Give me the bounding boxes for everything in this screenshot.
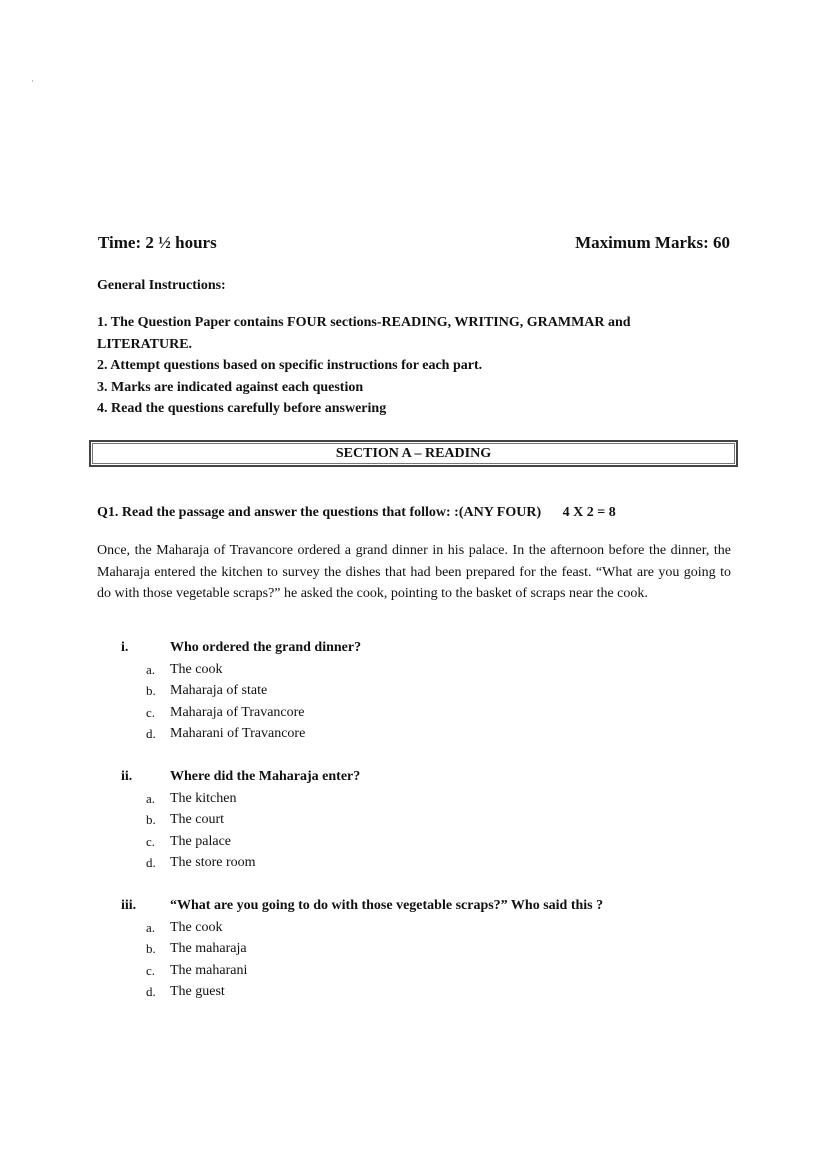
question-1-instruction: Q1. Read the passage and answer the questions that follow: :(ANY FOUR) xyxy=(97,505,542,520)
question-heading xyxy=(121,895,741,917)
maximum-marks: Maximum Marks: 60 xyxy=(575,233,730,252)
option-letter: d. xyxy=(146,726,156,741)
answer-option xyxy=(121,659,741,681)
question-text: “What are you going to do with those vegetable scraps?” Who said this ? xyxy=(170,898,604,913)
answer-option xyxy=(121,852,741,874)
reading-passage: Once, the Maharaja of Travancore ordered a grand dinner in his palace. In the afternoon before the dinner, the Maharaja entered the kitchen to survey the dishes that had been prepared for the feast. “What are you going to do with those vegetable scraps?” he asked the cook, pointing to the basket of scraps near the cook. xyxy=(97,543,731,602)
question-number: ii. xyxy=(121,769,133,784)
option-text: The cook xyxy=(170,661,223,677)
general-instructions-list xyxy=(97,312,729,420)
option-letter: d. xyxy=(146,855,156,870)
option-text: The maharani xyxy=(170,962,248,978)
instruction-item: 3. Marks are indicated against each question xyxy=(97,379,364,395)
option-letter: a. xyxy=(146,661,156,677)
option-text: The maharaja xyxy=(170,941,247,956)
option-text: Maharaja of Travancore xyxy=(170,704,305,720)
answer-option xyxy=(121,917,741,939)
instruction-item: 1. The Question Paper contains FOUR sections-READING, WRITING, GRAMMAR and LITERATURE. xyxy=(97,315,631,352)
answer-option xyxy=(121,809,741,831)
question-1-heading xyxy=(97,505,616,521)
general-instructions-title: General Instructions: xyxy=(97,278,226,293)
question-number: i. xyxy=(121,640,129,655)
option-letter: c. xyxy=(146,833,156,849)
question-1-marks: 4 X 2 = 8 xyxy=(562,505,616,520)
instruction-item: 4. Read the questions carefully before answering xyxy=(97,401,387,416)
answer-option xyxy=(121,723,741,745)
instruction-item: 2. Attempt questions based on specific instructions for each part. xyxy=(97,358,483,373)
option-letter: d. xyxy=(146,984,156,999)
answer-option xyxy=(121,981,741,1003)
question-number: iii. xyxy=(121,898,137,913)
option-letter: a. xyxy=(146,790,156,806)
question-item xyxy=(121,766,741,874)
answer-option xyxy=(121,680,741,702)
option-text: The kitchen xyxy=(170,790,237,806)
option-letter: c. xyxy=(146,962,156,978)
option-text: The store room xyxy=(170,855,256,870)
option-text: The guest xyxy=(170,984,225,999)
option-letter: b. xyxy=(146,941,156,956)
exam-header xyxy=(98,233,730,257)
answer-option xyxy=(121,702,741,724)
question-text: Where did the Maharaja enter? xyxy=(170,769,361,784)
section-a-heading: SECTION A – READING xyxy=(89,440,738,467)
stray-mark: · xyxy=(31,76,34,86)
answer-option xyxy=(121,938,741,960)
question-heading xyxy=(121,766,741,788)
option-letter: b. xyxy=(146,812,156,827)
question-item xyxy=(121,895,741,1003)
answer-option xyxy=(121,831,741,853)
option-letter: c. xyxy=(146,704,156,720)
option-text: Maharaja of state xyxy=(170,683,268,698)
question-item xyxy=(121,637,741,745)
option-text: The court xyxy=(170,812,225,827)
option-letter: a. xyxy=(146,919,156,935)
answer-option xyxy=(121,960,741,982)
option-letter: b. xyxy=(146,683,156,698)
option-text: The cook xyxy=(170,919,223,935)
question-text: Who ordered the grand dinner? xyxy=(170,640,362,655)
time-allowed: Time: 2 ½ hours xyxy=(98,233,217,252)
option-text: Maharani of Travancore xyxy=(170,726,306,741)
option-text: The palace xyxy=(170,833,232,849)
question-heading xyxy=(121,637,741,659)
answer-option xyxy=(121,788,741,810)
